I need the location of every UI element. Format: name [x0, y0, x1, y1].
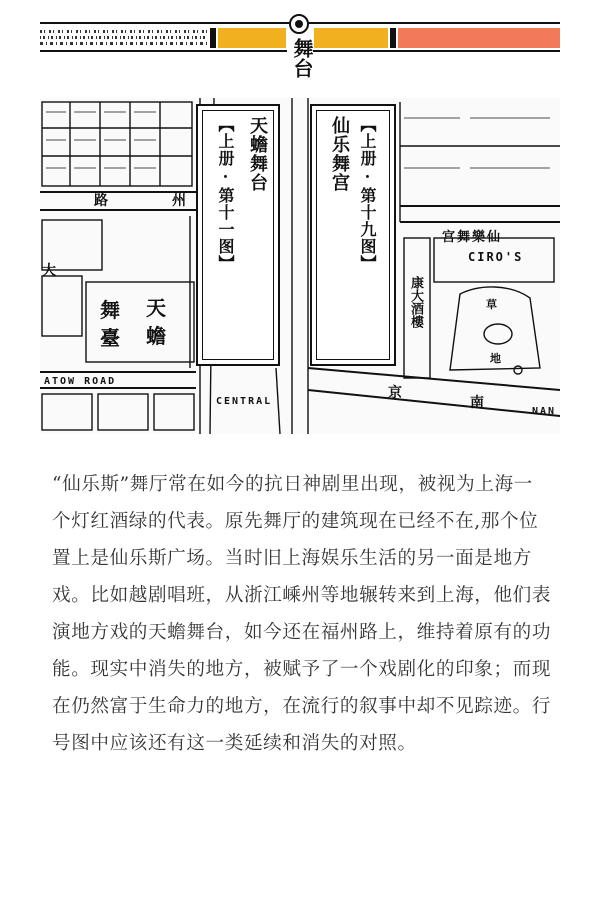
decorative-black-block: [210, 28, 216, 48]
map-central-english: CENTRAL: [216, 396, 273, 407]
decorative-yellow-block: [218, 28, 286, 48]
map-kang-vertical: 康大酒樓: [408, 276, 423, 328]
header-bar-right: [314, 28, 560, 48]
article-paragraph: “仙乐斯”舞厅常在如今的抗日神剧里出现，被视为上海一个灯红酒绿的代表。原先舞厅的建筑现在已经不在,那个位置上是仙乐斯广场。当时旧上海娱乐生活的另一面是地方戏。比如越剧唱班，从浙江嵊州等地辗转来到上海，他们表演地方戏的天蟾舞台，如今还在福州路上，维持着原有的功能。现实中消失的地方，被赋予了一个戏剧化的印象；而现在仍然富于生命力的地方，在流行的叙事中却不见踪迹。行号图中应该还有这一类延续和消失的对照。: [52, 474, 552, 754]
historical-map-image: [40, 98, 560, 434]
decorative-black-block: [390, 28, 396, 48]
map-di-char: 地: [490, 352, 501, 365]
map-tianchan-b: 蟾: [146, 324, 166, 348]
caption-right-chapter: 【上册 · 第十九图】: [358, 116, 377, 272]
map-tianchan-a: 天: [146, 296, 166, 320]
map-nan-char: 南: [470, 395, 484, 411]
map-wutai-b: 臺: [100, 326, 120, 350]
map-wutai-a: 舞: [100, 298, 120, 322]
map-road-english: ATOW ROAD: [44, 376, 117, 387]
map-caption-right: [310, 104, 396, 366]
decorative-orange-block: [398, 28, 560, 48]
header-bar-left: [40, 28, 286, 48]
map-nan-english: NAN: [532, 406, 557, 417]
decorative-text-strip: [40, 28, 208, 48]
map-zhou-char: 州: [172, 193, 186, 209]
caption-left-chapter: 【上册 · 第十一图】: [216, 116, 235, 272]
caption-left-name: 天蟾舞台: [247, 116, 268, 192]
caption-right-name: 仙乐舞宫: [329, 116, 350, 192]
map-ciro-banner: 宫舞樂仙: [442, 230, 503, 245]
map-caption-left: [196, 104, 280, 366]
map-da-char: 大: [42, 263, 56, 279]
map-cao-char: 草: [486, 298, 497, 311]
map-ciros-english: CIRO'S: [468, 250, 524, 264]
decorative-yellow-block: [314, 28, 388, 48]
target-circle-icon: [289, 14, 309, 34]
section-header: [0, 0, 600, 96]
map-road-char: 路: [94, 193, 108, 209]
map-jing-char: 京: [388, 385, 402, 401]
map-linework: [40, 98, 560, 434]
section-title: 舞台: [287, 38, 313, 78]
